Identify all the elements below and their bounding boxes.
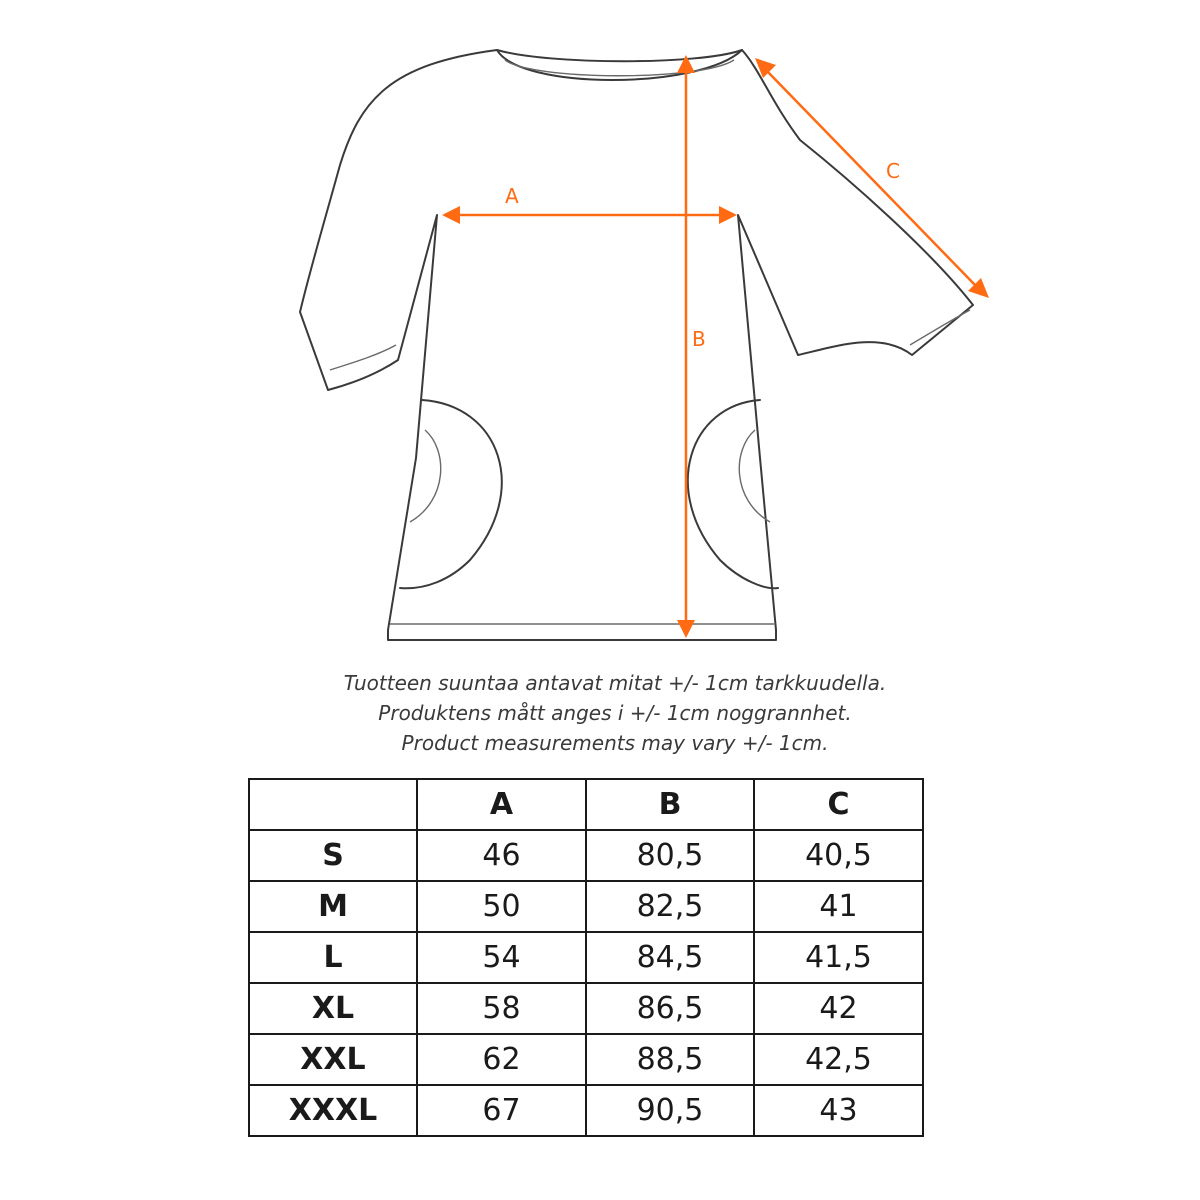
right-pocket	[688, 400, 778, 588]
header-size	[249, 779, 417, 830]
size-cell: XXXL	[249, 1085, 417, 1136]
measurement-b	[677, 55, 706, 638]
measurement-a-arrow-right	[719, 206, 737, 224]
b-cell: 90,5	[586, 1085, 754, 1136]
left-pocket	[400, 400, 502, 588]
measurement-a-label: A	[505, 184, 519, 208]
a-cell: 67	[417, 1085, 586, 1136]
size-cell: L	[249, 932, 417, 983]
size-chart-table	[248, 778, 924, 1137]
header-b: B	[586, 779, 754, 830]
right-cuff-stitch	[910, 310, 970, 345]
a-cell: 54	[417, 932, 586, 983]
b-cell: 86,5	[586, 983, 754, 1034]
size-cell: XL	[249, 983, 417, 1034]
left-pocket-stitch	[410, 430, 441, 522]
measurement-a	[442, 184, 737, 224]
table-row	[249, 983, 923, 1034]
size-cell: M	[249, 881, 417, 932]
table-row	[249, 932, 923, 983]
b-cell: 82,5	[586, 881, 754, 932]
a-cell: 62	[417, 1034, 586, 1085]
measurement-c	[755, 58, 989, 298]
note-line-english: Product measurements may vary +/- 1cm.	[401, 731, 829, 755]
c-cell: 42	[754, 983, 923, 1034]
c-cell: 40,5	[754, 830, 923, 881]
b-cell: 80,5	[586, 830, 754, 881]
measurement-c-line	[766, 70, 976, 286]
table-row	[249, 1034, 923, 1085]
c-cell: 41,5	[754, 932, 923, 983]
header-a: A	[417, 779, 586, 830]
c-cell: 41	[754, 881, 923, 932]
table-header-row	[249, 779, 923, 830]
c-cell: 42,5	[754, 1034, 923, 1085]
c-cell: 43	[754, 1085, 923, 1136]
size-cell: XXL	[249, 1034, 417, 1085]
tunic-outline	[300, 50, 973, 640]
measurement-a-arrow-left	[442, 206, 460, 224]
a-cell: 58	[417, 983, 586, 1034]
note-line-swedish: Produktens mått anges i +/- 1cm noggrannhet.	[378, 701, 852, 725]
measurement-b-arrow-bottom	[677, 620, 695, 638]
header-c: C	[754, 779, 923, 830]
a-cell: 46	[417, 830, 586, 881]
table-row	[249, 881, 923, 932]
measurement-b-label: B	[692, 327, 706, 351]
a-cell: 50	[417, 881, 586, 932]
note-line-finnish: Tuotteen suuntaa antavat mitat +/- 1cm tarkkuudella.	[343, 671, 887, 695]
measurement-c-label: C	[886, 159, 900, 183]
table-row	[249, 830, 923, 881]
table-row	[249, 1085, 923, 1136]
b-cell: 88,5	[586, 1034, 754, 1085]
b-cell: 84,5	[586, 932, 754, 983]
size-cell: S	[249, 830, 417, 881]
measurement-note	[300, 668, 930, 758]
